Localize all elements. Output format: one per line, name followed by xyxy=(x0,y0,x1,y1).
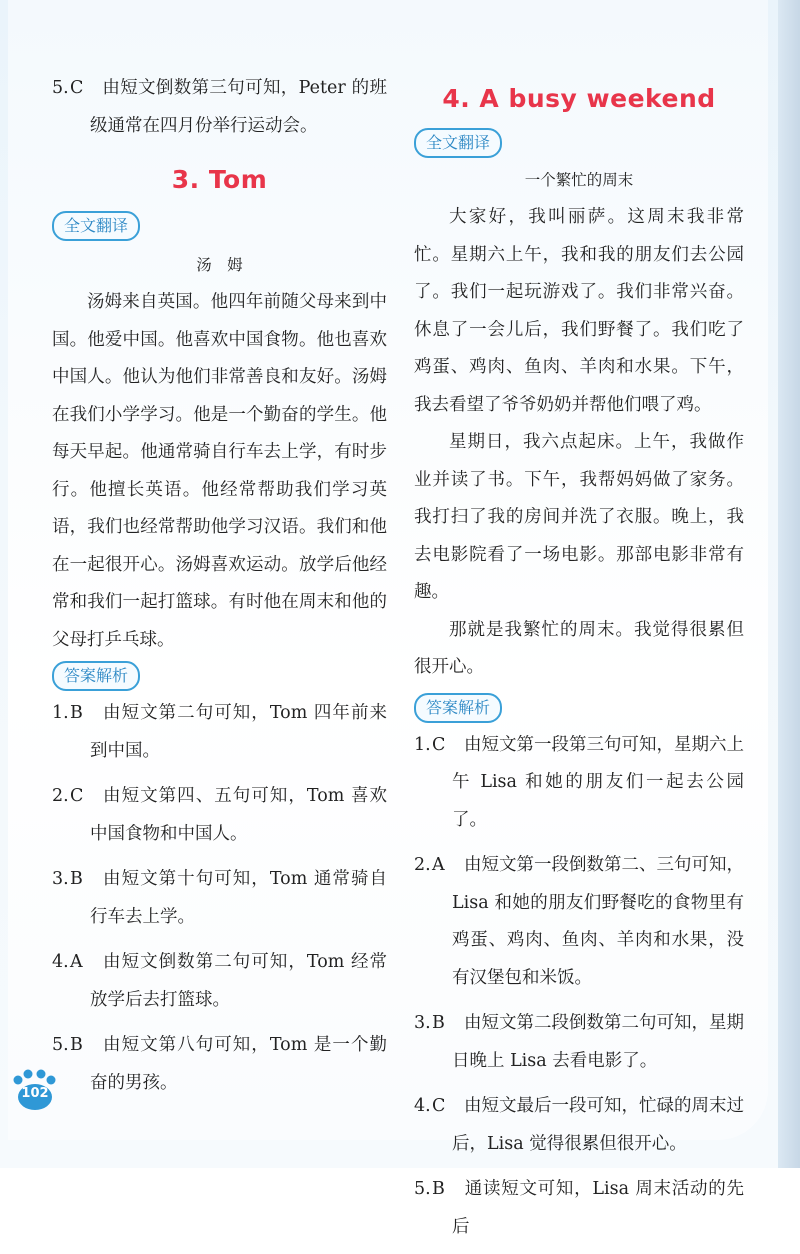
story-subtitle: 一个繁忙的周末 xyxy=(524,170,634,189)
answer-number: 1. xyxy=(414,734,431,755)
answer-option: B xyxy=(70,703,83,723)
answers-tag-wrap xyxy=(52,661,387,691)
answer-option: B xyxy=(432,1013,445,1033)
answer-option: B xyxy=(70,1035,83,1055)
answer-item xyxy=(414,727,744,840)
answer-text: 由短文第十句可知，Tom 通常骑自行车去上学。 xyxy=(90,869,387,927)
answer-text: 由短文第一段倒数第二、三句可知，Lisa 和她的朋友们野餐吃的食物里有鸡蛋、鸡肉、鱼肉、羊肉和水果，没有汉堡包和米饭。 xyxy=(452,855,744,988)
answer-number: 3. xyxy=(52,869,69,889)
answer-text: 由短文第二段倒数第二句可知，星期日晚上 Lisa 去看电影了。 xyxy=(452,1013,744,1071)
answer-number: 5. xyxy=(52,78,69,98)
answer-item xyxy=(414,847,744,997)
answer-number: 4. xyxy=(52,952,69,972)
answers-tag: 答案解析 xyxy=(52,661,140,691)
answer-number: 2. xyxy=(52,786,69,806)
page-number: 102 xyxy=(21,1086,49,1101)
story-paragraph: 汤姆来自英国。他四年前随父母来到中国。他爱中国。他喜欢中国食物。他也喜欢中国人。他认为他们非常善良和友好。汤姆在我们小学学习。他是一个勤奋的学生。他每天早起。他通常骑自行车去上学，有时步行。他擅长英语。他经常帮助我们学习英语，我们也经常帮助他学习汉语。我们和他在一起很开心。汤姆喜欢运动。放学后他经常和我们一起打篮球。有时他在周末和他的父母打乒乓球。 xyxy=(52,292,387,650)
translation-tag-wrap xyxy=(52,211,387,241)
answers-tag-wrap xyxy=(414,693,744,723)
answer-option: C xyxy=(432,734,446,755)
answer-text: 由短文最后一段可知，忙碌的周末过后，Lisa 觉得很累但很开心。 xyxy=(452,1096,744,1154)
answer-option: C xyxy=(70,78,84,98)
story-paragraph-1: 大家好，我叫丽萨。这周末我非常忙。星期六上午，我和我的朋友们去公园了。我们一起玩游戏了。我们非常兴奋。休息了一会儿后，我们野餐了。我们吃了鸡蛋、鸡肉、鱼肉、羊肉和水果。下午，我去看望了爷爷奶奶并帮他们喂了鸡。 xyxy=(414,207,744,415)
answer-text: 由短文第二句可知，Tom 四年前来到中国。 xyxy=(90,703,387,761)
story-subtitle: 汤 姆 xyxy=(196,255,243,274)
answer-number: 3. xyxy=(414,1013,431,1033)
left-column xyxy=(52,70,387,1110)
answer-item xyxy=(52,944,387,1019)
answer-text: 由短文第八句可知，Tom 是一个勤奋的男孩。 xyxy=(90,1035,387,1093)
answer-option: B xyxy=(70,869,83,889)
answer-item xyxy=(52,778,387,853)
story-paragraph-3: 那就是我繁忙的周末。我觉得很累但很开心。 xyxy=(414,619,744,677)
answers-list xyxy=(414,727,744,1247)
right-column xyxy=(414,70,744,1254)
translation-tag: 全文翻译 xyxy=(52,211,140,241)
translation-tag: 全文翻译 xyxy=(414,128,502,158)
answer-item xyxy=(52,861,387,936)
answer-number: 2. xyxy=(414,855,431,875)
answer-number: 1. xyxy=(52,703,69,723)
answers-tag: 答案解析 xyxy=(414,693,502,723)
answer-number: 5. xyxy=(414,1179,431,1199)
answer-text: 由短文倒数第三句可知，Peter 的班级通常在四月份举行运动会。 xyxy=(90,78,387,136)
answer-item xyxy=(414,1171,744,1246)
page-edge xyxy=(778,0,800,1168)
prev-answer xyxy=(52,70,387,145)
answer-option: A xyxy=(432,855,445,875)
answers-list xyxy=(52,695,387,1102)
answer-item xyxy=(52,695,387,770)
answer-item xyxy=(414,1005,744,1080)
answer-text: 由短文倒数第二句可知，Tom 经常放学后去打篮球。 xyxy=(90,952,387,1010)
translation-tag-wrap xyxy=(414,128,744,158)
section-title-tom: 3. Tom xyxy=(171,165,268,194)
answer-item xyxy=(52,1027,387,1102)
answer-option: B xyxy=(432,1179,445,1199)
answer-text: 通读短文可知，Lisa 周末活动的先后 xyxy=(452,1179,744,1237)
answer-text: 由短文第四、五句可知，Tom 喜欢中国食物和中国人。 xyxy=(90,786,387,844)
story-paragraph-2: 星期日，我六点起床。上午，我做作业并读了书。下午，我帮妈妈做了家务。我打扫了我的房间并洗了衣服。晚上，我去电影院看了一场电影。那部电影非常有趣。 xyxy=(414,432,744,602)
answer-option: C xyxy=(70,786,84,806)
answer-number: 5. xyxy=(52,1035,69,1055)
answer-number: 4. xyxy=(414,1096,431,1116)
answer-option: A xyxy=(70,952,83,972)
answer-item xyxy=(414,1088,744,1163)
answer-text: 由短文第一段第三句可知，星期六上午 Lisa 和她的朋友们一起去公园了。 xyxy=(452,734,744,830)
section-title-busy-weekend: 4. A busy weekend xyxy=(442,84,716,113)
answer-option: C xyxy=(432,1096,446,1116)
